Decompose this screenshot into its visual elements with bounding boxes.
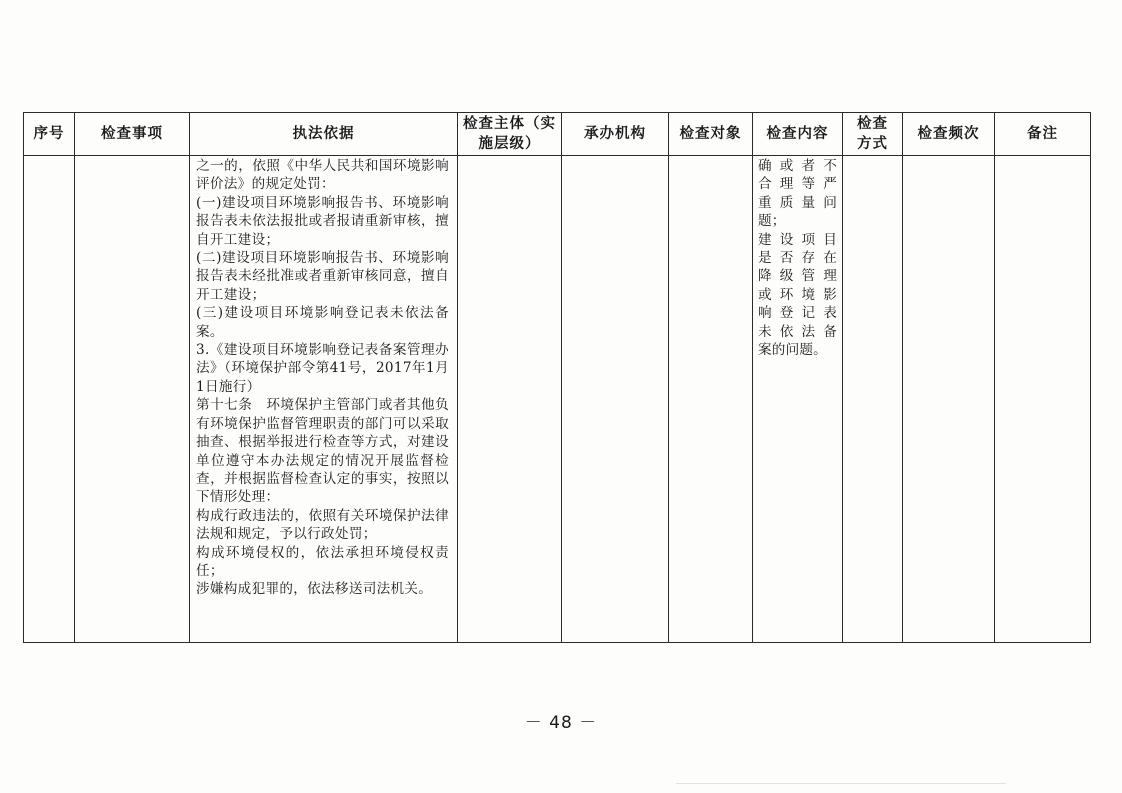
scan-artifact-line — [676, 783, 1006, 784]
content-line: 是否存在 — [758, 250, 837, 267]
header-seq: 序号 — [24, 113, 75, 156]
content-line: 响登记表 — [758, 305, 837, 322]
basis-paragraph: 构成环境侵权的，依法承担环境侵权责任； — [196, 544, 449, 579]
header-basis: 执法依据 — [190, 113, 458, 156]
header-frequency: 检查频次 — [903, 113, 995, 156]
table-header-row — [24, 113, 1091, 156]
header-subject — [458, 113, 562, 156]
inspection-table — [23, 112, 1091, 643]
basis-paragraph: 涉嫌构成犯罪的，依法移送司法机关。 — [196, 581, 433, 598]
header-subject-line1: 检查主体（实 — [463, 116, 556, 132]
content-line: 确或者不 — [758, 158, 837, 174]
content-line: 或环境影 — [758, 286, 837, 303]
basis-paragraph: 第十七条 环境保护主管部门或者其他负有环境保护监督管理职责的部门可以采取抽查、根据举报进行检查等方式，对建设单位遵守本办法规定的情况开展监督检查，并根据监督检查认定的事实，按照以下情形处理： — [196, 397, 449, 506]
cell-agency — [562, 156, 669, 643]
header-method-line2: 方式 — [857, 136, 888, 152]
content-line: 案的问题。 — [758, 342, 827, 359]
basis-paragraph: 之一的，依照《中华人民共和国环境影响评价法》的规定处罚： — [196, 158, 449, 193]
basis-paragraph: (三)建设项目环境影响登记表未依法备案。 — [196, 305, 449, 340]
header-item: 检查事项 — [75, 113, 190, 156]
basis-text — [190, 156, 457, 599]
table-row — [24, 156, 1091, 643]
content-line: 降级管理 — [758, 268, 837, 285]
basis-paragraph: 构成行政违法的，依照有关环境保护法律法规和规定，予以行政处罚； — [196, 507, 449, 543]
header-method-line1: 检查 — [857, 116, 888, 132]
cell-method — [843, 156, 903, 643]
header-target: 检查对象 — [669, 113, 753, 156]
header-method — [843, 113, 903, 156]
page-number: － 48 － — [524, 713, 598, 733]
cell-target — [669, 156, 753, 643]
basis-paragraph: (一)建设项目环境影响报告书、环境影响报告表未依法报批或者报请重新审核，擅自开工建设； — [196, 194, 449, 248]
cell-frequency — [903, 156, 995, 643]
cell-basis — [190, 156, 458, 643]
content-line: 未依法备 — [758, 323, 837, 340]
content-line: 题； — [758, 213, 786, 230]
cell-subject — [458, 156, 562, 643]
basis-paragraph: 3.《建设项目环境影响登记表备案管理办法》（环境保护部令第41号，2017年1月1日施行） — [196, 342, 449, 395]
cell-seq — [24, 156, 75, 643]
content-line: 合理等严 — [758, 176, 837, 193]
cell-remark — [995, 156, 1091, 643]
cell-content — [753, 156, 843, 643]
basis-paragraph: (二)建设项目环境影响报告书、环境影响报告表未经批准或者重新审核同意，擅自开工建设； — [196, 250, 449, 303]
header-subject-line2: 施层级） — [478, 136, 541, 152]
header-agency: 承办机构 — [562, 113, 669, 156]
header-content: 检查内容 — [753, 113, 843, 156]
content-text — [753, 156, 842, 359]
header-remark: 备注 — [995, 113, 1091, 156]
content-line: 重质量问 — [758, 194, 837, 211]
content-line: 建设项目 — [758, 231, 837, 248]
cell-item — [75, 156, 190, 643]
